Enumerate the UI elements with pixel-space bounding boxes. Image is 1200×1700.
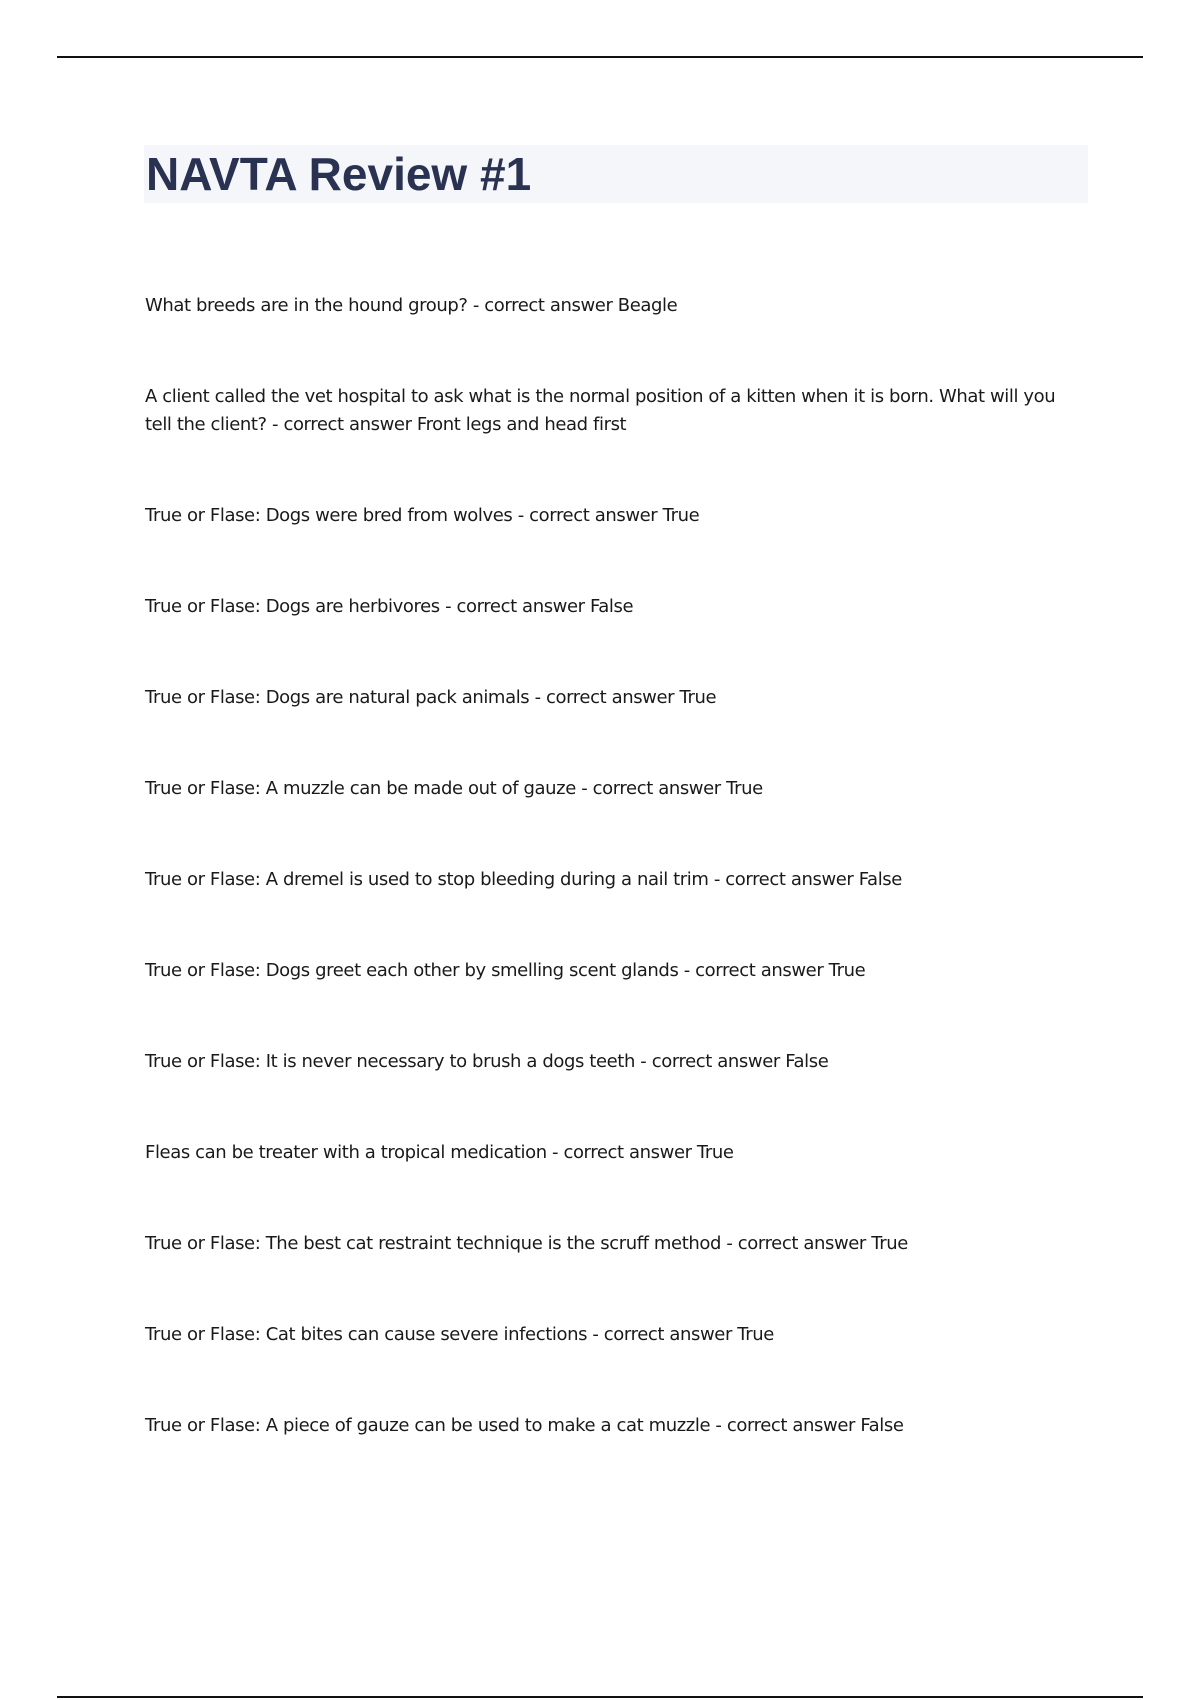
question-item: What breeds are in the hound group? - correct answer Beagle xyxy=(145,295,678,316)
document-title: NAVTA Review #1 xyxy=(146,148,532,200)
question-item: True or Flase: Dogs are natural pack animals - correct answer True xyxy=(145,687,717,708)
question-item: True or Flase: A muzzle can be made out of gauze - correct answer True xyxy=(145,778,763,799)
question-item: True or Flase: Cat bites can cause severe infections - correct answer True xyxy=(145,1324,774,1345)
question-item: True or Flase: A piece of gauze can be used to make a cat muzzle - correct answer False xyxy=(145,1415,904,1436)
question-item: A client called the vet hospital to ask what is the normal position of a kitten when it is born. What will you tell the client? - correct answer Front legs and head first xyxy=(145,386,1056,435)
question-item: True or Flase: The best cat restraint technique is the scruff method - correct answer True xyxy=(145,1233,908,1254)
bottom-divider xyxy=(57,1696,1143,1698)
question-item: True or Flase: Dogs are herbivores - correct answer False xyxy=(145,596,634,617)
question-item: True or Flase: Dogs greet each other by smelling scent glands - correct answer True xyxy=(145,960,866,981)
question-list xyxy=(145,292,1065,1503)
question-item: True or Flase: It is never necessary to brush a dogs teeth - correct answer False xyxy=(145,1051,829,1072)
question-item: True or Flase: A dremel is used to stop bleeding during a nail trim - correct answer False xyxy=(145,869,902,890)
question-item: True or Flase: Dogs were bred from wolves - correct answer True xyxy=(145,505,700,526)
question-item: Fleas can be treater with a tropical medication - correct answer True xyxy=(145,1142,734,1163)
top-divider xyxy=(57,56,1143,58)
